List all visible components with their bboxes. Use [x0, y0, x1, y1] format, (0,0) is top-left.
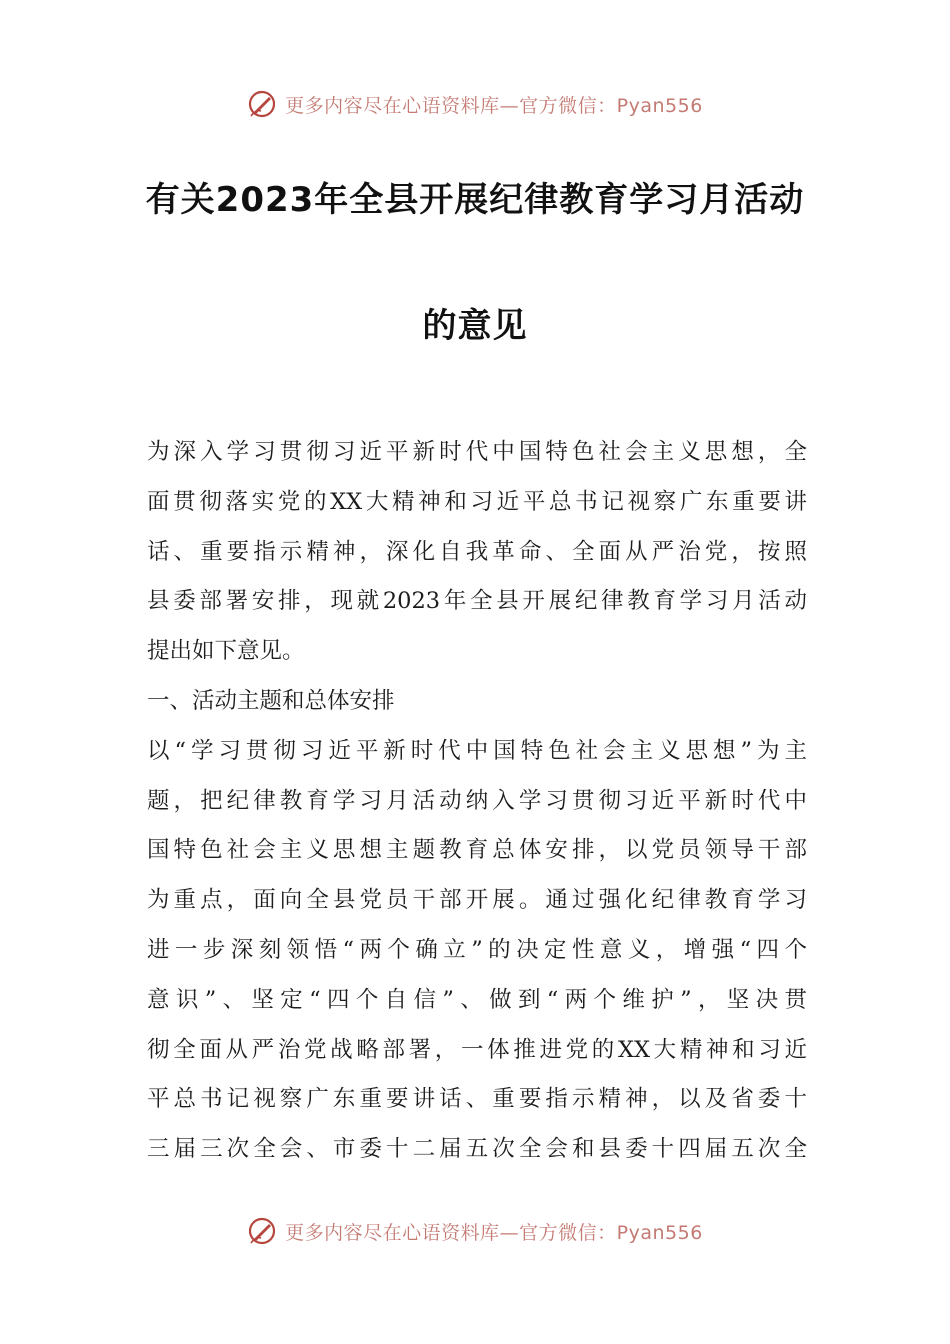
- body-line: 为重点，面向全县党员干部开展。通过强化纪律教育学习: [147, 887, 807, 914]
- body-line: 以“学习贯彻习近平新时代中国特色社会主义思想”为主: [147, 737, 807, 764]
- document-body: [147, 428, 807, 1175]
- body-line: 提出如下意见。: [147, 638, 305, 665]
- body-line: 进一步深刻领悟“两个确立”的决定性意义，增强“四个: [147, 936, 807, 963]
- wechat-id: Pyan556: [616, 1221, 703, 1244]
- body-line: 意识”、坚定“四个自信”、做到“两个维护”，坚决贯: [147, 986, 807, 1013]
- pen-logo-icon: [247, 1216, 277, 1246]
- watermark-text: 更多内容尽在心语资料库—官方微信：Pyan556: [285, 1221, 703, 1244]
- document-title-line-1: 有关2023年全县开展纪律教育学习月活动: [145, 180, 805, 220]
- pen-logo-icon: [247, 89, 277, 119]
- section-heading: 一、活动主题和总体安排: [147, 687, 395, 714]
- body-line: 三届三次全会、市委十二届五次全会和县委十四届五次全: [147, 1136, 807, 1163]
- document-title-line-2: 的意见: [422, 306, 528, 346]
- watermark-banner-content: [247, 89, 703, 119]
- header-watermark-banner: [0, 84, 950, 124]
- body-line: 题，把纪律教育学习月活动纳入学习贯彻习近平新时代中: [147, 787, 807, 814]
- body-line: 彻全面从严治党战略部署，一体推进党的XX大精神和习近: [147, 1036, 807, 1063]
- body-line: 为深入学习贯彻习近平新时代中国特色社会主义思想，全: [147, 439, 807, 465]
- body-line: 话、重要指示精神，深化自我革命、全面从严治党，按照: [147, 538, 807, 565]
- watermark-banner-content: [247, 1216, 703, 1246]
- footer-watermark-banner: [0, 1211, 950, 1251]
- body-line: 平总书记视察广东重要讲话、重要指示精神，以及省委十: [147, 1086, 807, 1113]
- wechat-id: Pyan556: [616, 94, 703, 117]
- body-line: 县委部署安排，现就2023年全县开展纪律教育学习月活动: [147, 588, 807, 615]
- watermark-text: 更多内容尽在心语资料库—官方微信：Pyan556: [285, 94, 703, 117]
- body-line: 国特色社会主义思想主题教育总体安排，以党员领导干部: [147, 837, 807, 864]
- body-line: 面贯彻落实党的XX大精神和习近平总书记视察广东重要讲: [147, 488, 807, 515]
